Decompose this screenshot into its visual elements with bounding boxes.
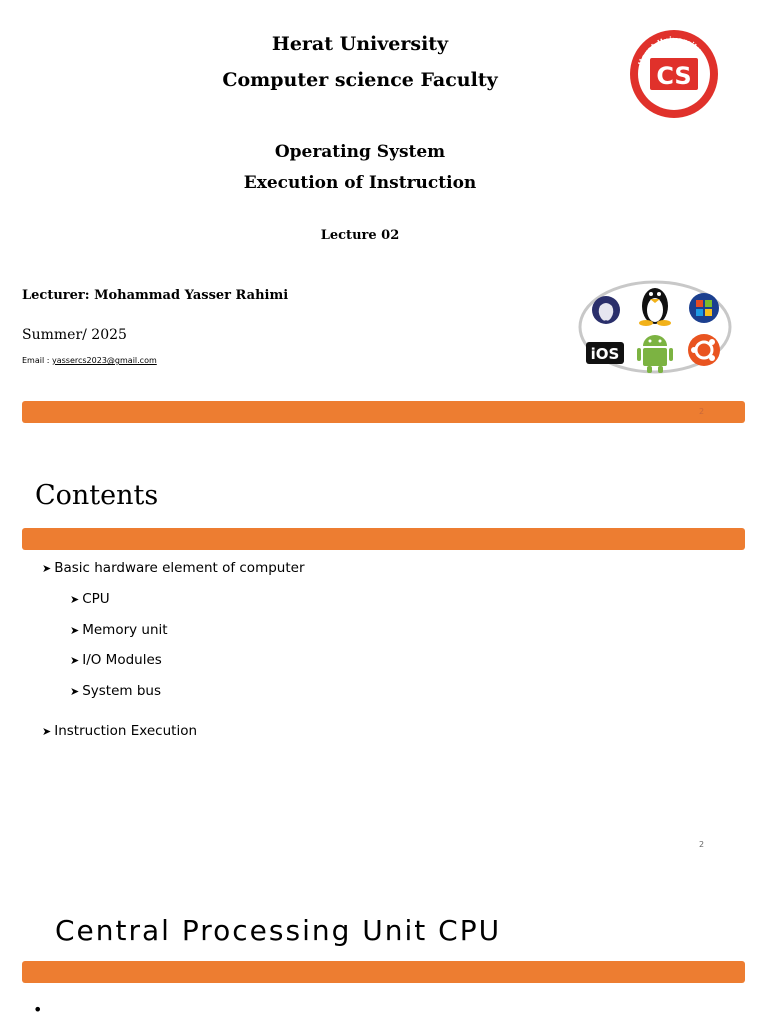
logo-text-bottom: 2007 / ١٣٨٦ [653,93,691,108]
list-item: ➤ System bus [70,683,162,699]
arrow-bullet-icon: ➤ [70,685,80,698]
apple-icon [592,296,620,324]
term: Summer/ 2025 [22,327,127,343]
page-number-1: 2 [699,407,705,416]
accent-bar-3 [22,961,745,983]
os-icons-cluster [578,280,732,374]
arrow-bullet-icon: ➤ [70,624,80,637]
list-item: ➤ Memory unit [70,622,168,638]
email-label: Email : [22,356,52,365]
contents-title: Contents [35,480,159,511]
course-title: Operating System [274,142,446,162]
arrow-bullet-icon: ➤ [42,562,52,575]
windows-icon [689,293,719,323]
topic-title: Execution of Instruction [243,173,477,193]
email-link[interactable]: yassercs2023@gmail.com [51,356,157,365]
faculty-name: Computer science Faculty [222,69,498,91]
lecture-number: Lecture 02 [320,228,400,243]
university-name: Herat University [271,33,449,55]
list-item: ➤ Instruction Execution [42,723,198,739]
ubuntu-icon [688,334,720,366]
arrow-bullet-icon: ➤ [70,654,80,667]
logo-letters: CS [656,62,692,90]
ios-label: iOS [590,345,620,363]
email-line [22,356,157,365]
list-item: ➤ Basic hardware element of computer [42,560,305,576]
arrow-bullet-icon: ➤ [42,725,52,738]
accent-bar-2 [22,528,745,550]
cpu-slide-title: Central Processing Unit CPU [55,914,502,947]
list-item: ➤ CPU [70,591,110,607]
bullet-point: • [33,1000,43,1019]
list-item: ➤ I/O Modules [70,652,162,668]
lecturer-name: Lecturer: Mohammad Yasser Rahimi [22,288,289,303]
logo-text-top: Herat University [636,34,704,67]
accent-bar-1 [22,401,745,423]
university-logo [628,28,720,120]
page-number-2: 2 [699,840,705,849]
ios-icon [586,342,624,364]
arrow-bullet-icon: ➤ [70,593,80,606]
